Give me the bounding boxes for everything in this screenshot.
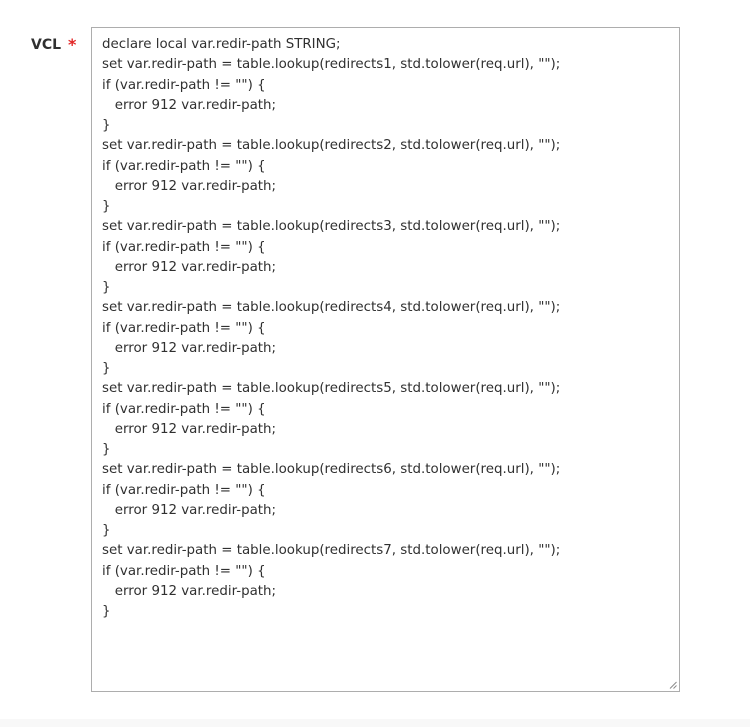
code-line: if (var.redir-path != "") { bbox=[102, 320, 266, 336]
code-line: error 912 var.redir-path; bbox=[102, 502, 277, 518]
code-line: set var.redir-path = table.lookup(redirects7, std.tolower(req.url), ""); bbox=[102, 543, 561, 559]
code-line: error 912 var.redir-path; bbox=[102, 97, 277, 113]
code-line: error 912 var.redir-path; bbox=[102, 178, 277, 194]
vcl-code-textarea[interactable] bbox=[91, 27, 680, 692]
code-line: if (var.redir-path != "") { bbox=[102, 158, 266, 174]
code-line: if (var.redir-path != "") { bbox=[102, 482, 266, 498]
code-line: declare local var.redir-path STRING; bbox=[102, 37, 341, 52]
code-line: set var.redir-path = table.lookup(redirects4, std.tolower(req.url), ""); bbox=[102, 300, 561, 316]
required-indicator: * bbox=[68, 35, 77, 54]
code-line: if (var.redir-path != "") { bbox=[102, 401, 266, 417]
code-line: error 912 var.redir-path; bbox=[102, 259, 277, 275]
code-line: } bbox=[102, 604, 111, 619]
code-line: } bbox=[102, 523, 111, 538]
code-line: } bbox=[102, 199, 111, 214]
code-line: set var.redir-path = table.lookup(redirects6, std.tolower(req.url), ""); bbox=[102, 462, 561, 478]
code-line: error 912 var.redir-path; bbox=[102, 421, 277, 437]
code-line: } bbox=[102, 118, 111, 133]
code-line: set var.redir-path = table.lookup(redirects5, std.tolower(req.url), ""); bbox=[102, 381, 561, 397]
code-line: } bbox=[102, 442, 111, 457]
code-line: } bbox=[102, 361, 111, 376]
code-lines bbox=[102, 35, 669, 622]
page-bottom-strip bbox=[0, 719, 750, 727]
code-line: if (var.redir-path != "") { bbox=[102, 563, 266, 579]
vcl-field-label: VCL bbox=[31, 37, 62, 53]
code-line: error 912 var.redir-path; bbox=[102, 340, 277, 356]
code-line: if (var.redir-path != "") { bbox=[102, 77, 266, 93]
code-line: set var.redir-path = table.lookup(redirects1, std.tolower(req.url), ""); bbox=[102, 57, 561, 73]
code-line: if (var.redir-path != "") { bbox=[102, 239, 266, 255]
code-line: error 912 var.redir-path; bbox=[102, 583, 277, 599]
resize-handle-icon[interactable] bbox=[669, 681, 677, 689]
code-line: set var.redir-path = table.lookup(redirects2, std.tolower(req.url), ""); bbox=[102, 138, 561, 154]
code-line: set var.redir-path = table.lookup(redirects3, std.tolower(req.url), ""); bbox=[102, 219, 561, 235]
code-line: } bbox=[102, 280, 111, 295]
